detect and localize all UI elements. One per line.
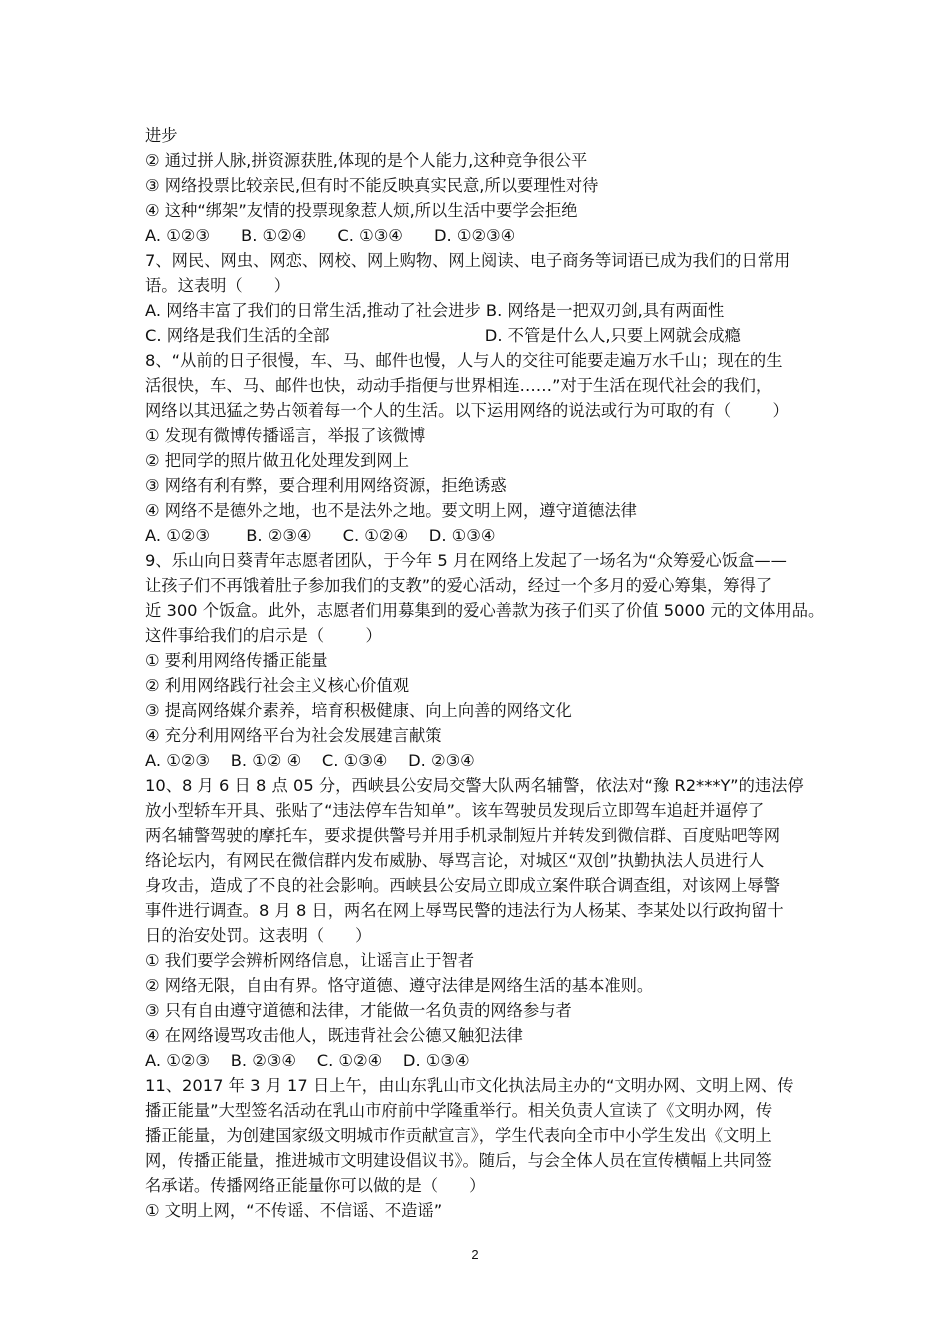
text-line: 近 300 个饭盒。此外，志愿者们用募集到的爱心善款为孩子们买了价值 5000 元的文体用品。: [145, 601, 825, 620]
text-line: ④ 这种“绑架”友情的投票现象惹人烦,所以生活中要学会拒绝: [145, 201, 578, 220]
text-line: A. ①②③ B. ①②④ C. ①③④ D. ①②③④: [145, 226, 516, 245]
text-line: ④ 网络不是德外之地，也不是法外之地。要文明上网，遵守道德法律: [145, 501, 637, 520]
text-line: A. ①②③ B. ①② ④ C. ①③④ D. ②③④: [145, 751, 475, 770]
text-line: ① 文明上网，“不传谣、不信谣、不造谣”: [145, 1201, 443, 1220]
text-line: ② 通过拼人脉,拼资源获胜,体现的是个人能力,这种竞争很公平: [145, 151, 588, 170]
text-line: 名承诺。传播网络正能量你可以做的是（ ）: [145, 1176, 486, 1195]
text-line: A. ①②③ B. ②③④ C. ①②④ D. ①③④: [145, 1051, 470, 1070]
text-line: 播正能量”大型签名活动在乳山市府前中学隆重举行。相关负责人宣读了《文明办网，传: [145, 1101, 773, 1120]
text-line: 8、“从前的日子很慢，车、马、邮件也慢，人与人的交往可能要走遍万水千山；现在的生: [145, 351, 783, 370]
text-line: ④ 充分利用网络平台为社会发展建言献策: [145, 726, 442, 745]
text-line: 9、乐山向日葵青年志愿者团队，于今年 5 月在网络上发起了一场名为“众筹爱心饭盒——: [145, 551, 787, 570]
text-line: 两名辅警驾驶的摩托车，要求提供警号并用手机录制短片并转发到微信群、百度贴吧等网: [145, 826, 780, 845]
text-line: 网络以其迅猛之势占领着每一个人的生活。以下运用网络的说法或行为可取的有（ ）: [145, 401, 789, 420]
text-line: 播正能量，为创建国家级文明城市作贡献宣言》，学生代表向全市中小学生发出《文明上: [145, 1126, 772, 1145]
text-line: ④ 在网络谩骂攻击他人，既违背社会公德又触犯法律: [145, 1026, 523, 1045]
text-line: ① 要利用网络传播正能量: [145, 651, 328, 670]
text-line: 日的治安处罚。这表明（ ）: [145, 926, 372, 945]
text-line: ③ 只有自由遵守道德和法律，才能做一名负责的网络参与者: [145, 1001, 572, 1020]
text-line: ③ 网络投票比较亲民,但有时不能反映真实民意,所以要理性对待: [145, 176, 599, 195]
text-line: A. 网络丰富了我们的日常生活,推动了社会进步 B. 网络是一把双刃剑,具有两面性: [145, 301, 725, 320]
text-line: 进步: [145, 126, 178, 145]
text-line: ① 我们要学会辨析网络信息，让谣言止于智者: [145, 951, 475, 970]
text-line: 10、8 月 6 日 8 点 05 分，西峡县公安局交警大队两名辅警，依法对“豫 R2***Y”的违法停: [145, 776, 804, 795]
text-line: 让孩子们不再饿着肚子参加我们的支教”的爱心活动，经过一个多月的爱心筹集，筹得了: [145, 576, 773, 595]
text-line: 络论坛内，有网民在微信群内发布威胁、辱骂言论，对城区“双创”执勤执法人员进行人: [145, 851, 765, 870]
text-line: ② 利用网络践行社会主义核心价值观: [145, 676, 409, 695]
text-line: ② 网络无限，自由有界。恪守道德、遵守法律是网络生活的基本准则。: [145, 976, 654, 995]
text-line: 7、网民、网虫、网恋、网校、网上购物、网上阅读、电子商务等词语已成为我们的日常用: [145, 251, 791, 270]
text-line: ③ 提高网络媒介素养，培育积极健康、向上向善的网络文化: [145, 701, 572, 720]
text-line: 网，传播正能量，推进城市文明建设倡议书》。随后，与会全体人员在宣传横幅上共同签: [145, 1151, 772, 1170]
text-line: ① 发现有微博传播谣言，举报了该微博: [145, 426, 426, 445]
text-line: 11、2017 年 3 月 17 日上午，由山东乳山市文化执法局主办的“文明办网、文明上网、传: [145, 1076, 794, 1095]
text-line: A. ①②③ B. ②③④ C. ①②④ D. ①③④: [145, 526, 496, 545]
text-line: 活很快，车、马、邮件也快，动动手指便与世界相连……”对于生活在现代社会的我们，: [145, 376, 773, 395]
text-line: 语。这表明（ ）: [145, 276, 291, 295]
text-line: 事件进行调查。8 月 8 日，两名在网上辱骂民警的违法行为人杨某、李某处以行政拘留十: [145, 901, 784, 920]
text-line: 放小型轿车开具、张贴了“违法停车告知单”。该车驾驶员发现后立即驾车追赶并逼停了: [145, 801, 765, 820]
text-line: C. 网络是我们生活的全部 D. 不管是什么人,只要上网就会成瘾: [145, 326, 741, 345]
text-line: 这件事给我们的启示是（ ）: [145, 626, 382, 645]
document-body: [145, 123, 825, 1223]
text-line: ② 把同学的照片做丑化处理发到网上: [145, 451, 409, 470]
text-line: ③ 网络有利有弊，要合理利用网络资源，拒绝诱惑: [145, 476, 507, 495]
text-line: 身攻击，造成了不良的社会影响。西峡县公安局立即成立案件联合调查组，对该网上辱警: [145, 876, 780, 895]
page-number: 2: [471, 1247, 479, 1262]
